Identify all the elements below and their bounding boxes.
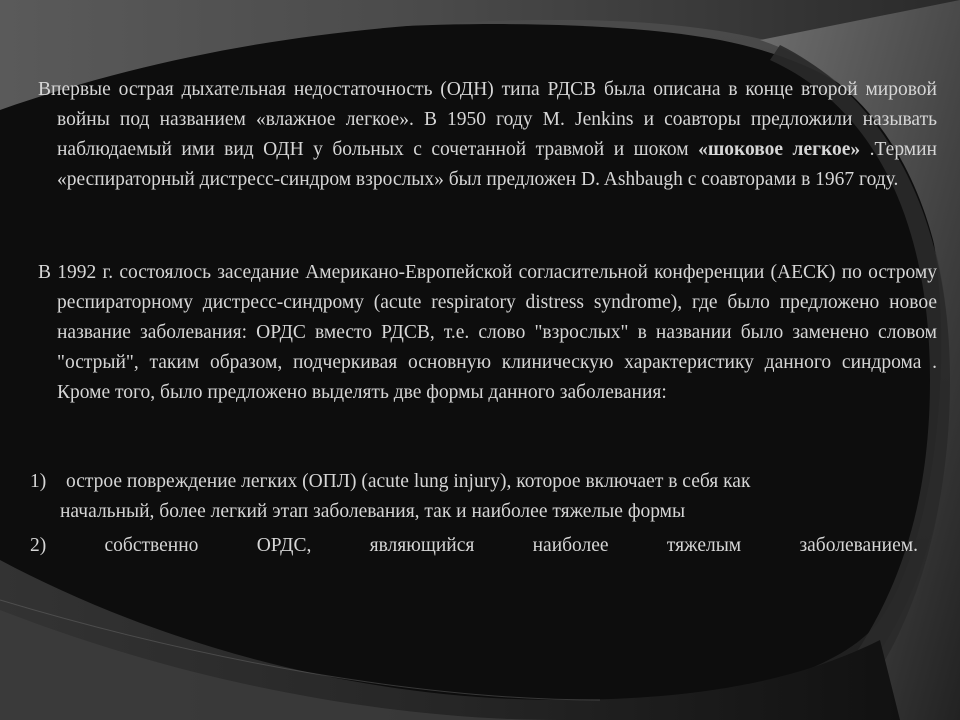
list-item-number: 1) <box>30 471 47 492</box>
intro-text-bold: «шоковое легкое» <box>698 139 861 160</box>
intro-paragraph <box>38 75 937 195</box>
list-item-word: наиболее <box>532 535 609 556</box>
list-item-text-line2: начальный, более легкий этап заболевания, так и наиболее тяжелые формы <box>60 501 686 522</box>
list-item-word: ОРДС, <box>256 535 312 556</box>
conference-paragraph: В 1992 г. состоялось заседание Американо-Европейской согласительной конференции (АЕСК) по острому респираторному дистресс-синдрому (acute respiratory distress syndrome), где было предложено новое название заболевания: ОРДС вместо РДСВ, т.е. слово "взрослых" в названии было заменено словом "острый", таким образом, подчеркивая основную клиническую характеристику данного синдрома . Кроме того, было предложено выделять две формы данного заболевания: <box>38 262 937 403</box>
list-item-word: являющийся <box>369 535 475 556</box>
list-item-number: 2) <box>30 535 47 556</box>
list-item-word: тяжелым <box>666 535 742 556</box>
intro-text-b: .Термин «респираторный дистресс-синдром взрослых» был предложен D. Ashbaugh с соавторами в 1967 году. <box>57 139 937 190</box>
list-item <box>30 467 918 527</box>
list-item <box>30 531 918 561</box>
intro-text-a: Впервые острая дыхательная недостаточность (ОДН) типа РДСВ была описана в конце второй мировой войны под названием «влажное легкое». В 1950 году M. Jenkins и соавторы предложили называть наблюдаемый ими вид ОДН у больных с сочетанной травмой и шоком <box>38 79 937 160</box>
list-item-word: собственно <box>104 535 199 556</box>
list-item-word: заболеванием. <box>799 535 918 556</box>
list-item-text-line1: острое повреждение легких (ОПЛ) (acute lung injury), которое включает в себя как <box>66 471 751 492</box>
